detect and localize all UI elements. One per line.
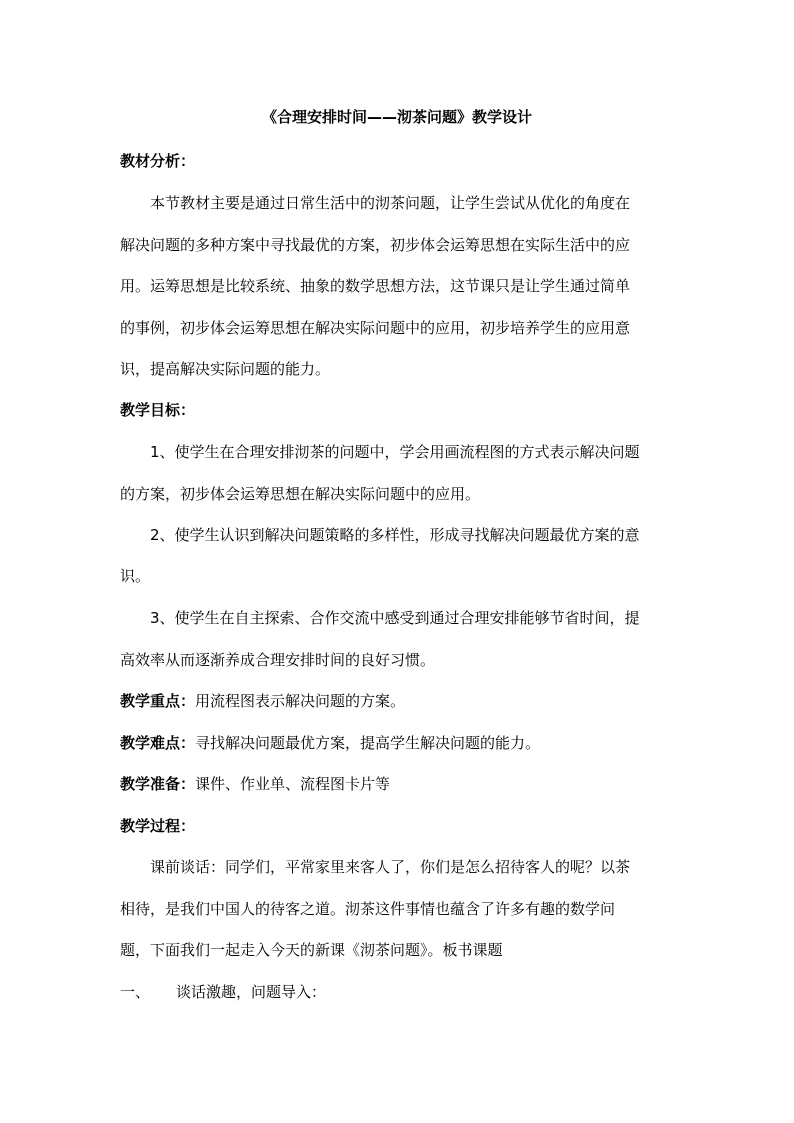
key-point (120, 691, 405, 711)
teaching-goal-1-line: 的方案，初步体会运筹思想在解决实际问题中的应用。 (120, 485, 481, 503)
process-line: 课前谈话：同学们，平常家里来客人了，你们是怎么招待客人的呢？以茶 (150, 858, 631, 876)
preparation-label: 教学准备： (120, 775, 196, 793)
teaching-goal-3-line: 高效率从而逐渐养成合理安排时间的良好习惯。 (120, 651, 436, 669)
teaching-goal-2-line: 2、使学生认识到解决问题策略的多样性，形成寻找解决问题最优方案的意 (150, 526, 640, 544)
teaching-goal-3-line: 3、使学生在自主探索、合作交流中感受到通过合理安排能够节省时间，提 (150, 609, 640, 627)
teaching-goal-2-line: 识。 (120, 567, 151, 585)
difficulty (120, 733, 540, 753)
teaching-goal-1-line: 1、使学生在合理安排沏茶的问题中，学会用画流程图的方式表示解决问题 (150, 443, 640, 461)
key-point-label: 教学重点： (120, 692, 196, 710)
material-analysis-line: 的事例，初步体会运筹思想在解决实际问题中的应用，初步培养学生的应用意 (120, 319, 631, 337)
teaching-goals-heading: 教学目标： (120, 401, 196, 419)
material-analysis-line: 识，提高解决实际问题的能力。 (120, 360, 331, 378)
preparation (120, 774, 390, 794)
difficulty-text: 寻找解决问题最优方案，提高学生解决问题的能力。 (195, 734, 541, 752)
material-analysis-line: 用。运筹思想是比较系统、抽象的数学思想方法，这节课只是让学生通过简单 (120, 277, 631, 295)
material-analysis-line: 本节教材主要是通过日常生活中的沏茶问题，让学生尝试从优化的角度在 (150, 194, 631, 212)
difficulty-label: 教学难点： (120, 734, 196, 752)
preparation-text: 课件、作业单、流程图卡片等 (195, 775, 391, 793)
section-1-number: 一、 (120, 983, 151, 1001)
key-point-text: 用流程图表示解决问题的方案。 (195, 692, 406, 710)
process-line: 题，下面我们一起走入今天的新课《沏茶问题》。板书课题 (120, 941, 503, 959)
document-title: 《合理安排时间——沏茶问题》教学设计 (261, 108, 532, 126)
process-line: 相待，是我们中国人的待客之道。沏茶这件事情也蕴含了许多有趣的数学问 (120, 900, 616, 918)
material-analysis-line: 解决问题的多种方案中寻找最优的方案，初步体会运筹思想在实际生活中的应 (120, 236, 631, 254)
process-heading: 教学过程： (120, 817, 196, 835)
material-analysis-heading: 教材分析： (120, 152, 196, 170)
section-1-title: 谈话激趣，问题导入： (176, 983, 327, 1001)
